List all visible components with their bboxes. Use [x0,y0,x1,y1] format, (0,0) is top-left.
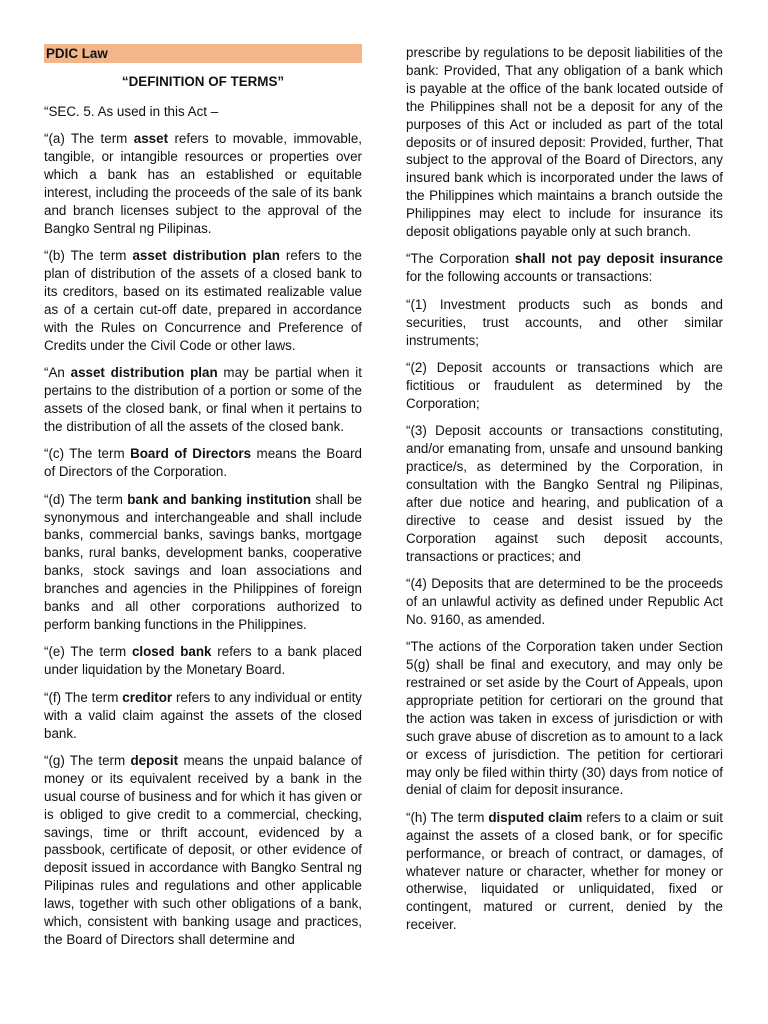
term-shall-not-pay: shall not pay deposit insurance [514,251,723,267]
term-closed-bank: closed bank [131,644,212,660]
asset-distribution-plan-note: “An asset distribution plan may be partial when it pertains to the distribution of a portion or some of the assets of the closed bank, or final when it pertains to the distribution of all the assets of the closed bank. [44,365,362,434]
exclusion-item-1: “(1) Investment products such as bonds and securities, trust accounts, and other similar instruments; [406,296,723,348]
definition-bank: “(d) The term bank and banking institution shall be synonymous and interchangeable and shall include banks, commercial banks, savings banks, mortgage banks, rural banks, development banks, cooperative banks, stock savings and loan associations and branches and agencies in the Philippines of foreign banks and all other corporations authorized to perform banking functions in the Philippines. [44,491,362,632]
term-asset: asset [133,131,169,147]
section-5-intro: “SEC. 5. As used in this Act – [44,103,219,119]
term-asset-distribution-plan-2: asset distribution plan [70,365,218,381]
definition-board-of-directors: “(c) The term Board of Directors means the Board of Directors of the Corporation. [44,446,362,480]
exclusion-item-3: “(3) Deposit accounts or transactions constituting, and/or emanating from, unsafe and unsound banking practice/s, as determined by the Corporation, in consultation with the Bangko Sentral ng Pilipinas, after due notice and hearing, and publication of a directive to cease and desist issued by the Corporation against such deposit accounts, transactions or practices; and [406,423,723,564]
definition-deposit: “(g) The term deposit means the unpaid balance of money or its equivalent received by a bank in the usual course of business and for which it has given or is obliged to give credit to a commercial, checking, savings, time or thrift account, evidenced by a passbook, certificate of deposit, or other evidence of deposit issued in accordance with Bangko Sentral ng Pilipinas rules and regulations and other applicable laws, together with such other obligations of a bank, which, consistent with banking usage and practices, the Board of Directors shall determine and [44,752,362,947]
right-column [406,44,723,944]
corporation-exclusions: “The Corporation shall not pay deposit insurance for the following accounts or transactions: [406,251,723,285]
term-deposit: deposit [130,752,179,768]
definition-closed-bank: “(e) The term closed bank refers to a bank placed under liquidation by the Monetary Board. [44,644,362,678]
term-creditor: creditor [122,689,173,705]
section-header: PDIC Law [44,44,362,63]
exclusion-item-4: “(4) Deposits that are determined to be the proceeds of an unlawful activity as defined under Republic Act No. 9160, as amended. [406,575,723,627]
definition-disputed-claim: “(h) The term disputed claim refers to a claim or suit against the assets of a closed bank, or for specific performance, or breach of contract, or damages, of whatever nature or character, whether for money or otherwise, liquidated or unliquidated, fixed or contingent, matured or current, denied by the receiver. [406,809,723,933]
deposit-continuation: prescribe by regulations to be deposit liabilities of the bank: Provided, That any obligation of a bank which is payable at the office of the bank located outside of the Philippines shall not be a deposit for any of the purposes of this Act or included as part of the total deposits or of insured deposit: Provided, further, That subject to the approval of the Board of Directors, any insured bank which is incorporated under the laws of the Philippines which maintains a branch outside the Philippines may elect to include for insurance its deposit obligations payable only at such branch. [406,45,723,240]
definition-asset-distribution-plan: “(b) The term asset distribution plan refers to the plan of distribution of the assets of a closed bank to its creditors, based on its estimated realizable value as of a certain cut-off date, prepared in accordance with the Rules on Concurrence and Preference of Credits under the Civil Code or other laws. [44,248,362,353]
definition-asset: “(a) The term asset refers to movable, immovable, tangible, or intangible resources or properties over which a bank has an established or equitable interest, including the proceeds of the sale of its bank and branch licenses subject to the approval of the Bangko Sentral ng Pilipinas. [44,131,362,236]
term-disputed-claim: disputed claim [488,809,583,825]
term-board-of-directors: Board of Directors [130,446,252,462]
exclusion-item-2: “(2) Deposit accounts or transactions which are fictitious or fraudulent as determined by the Corporation; [406,360,723,411]
term-bank: bank and banking institution [127,491,312,507]
page-title: “DEFINITION OF TERMS” [121,74,285,89]
corporation-actions: “The actions of the Corporation taken under Section 5(g) shall be final and executory, and may only be restrained or set aside by the Court of Appeals, upon appropriate petition for certiorari on the ground that the action was taken in excess of jurisdiction or with such grave abuse of discretion as to amount to a lack or excess of jurisdiction. The petition for certiorari may only be filed within thirty (30) days from notice of denial of claim for deposit insurance. [406,639,723,798]
left-column [44,44,362,958]
definition-creditor: “(f) The term creditor refers to any individual or entity with a valid claim against the assets of the closed bank. [44,689,362,741]
term-asset-distribution-plan: asset distribution plan [132,248,280,264]
